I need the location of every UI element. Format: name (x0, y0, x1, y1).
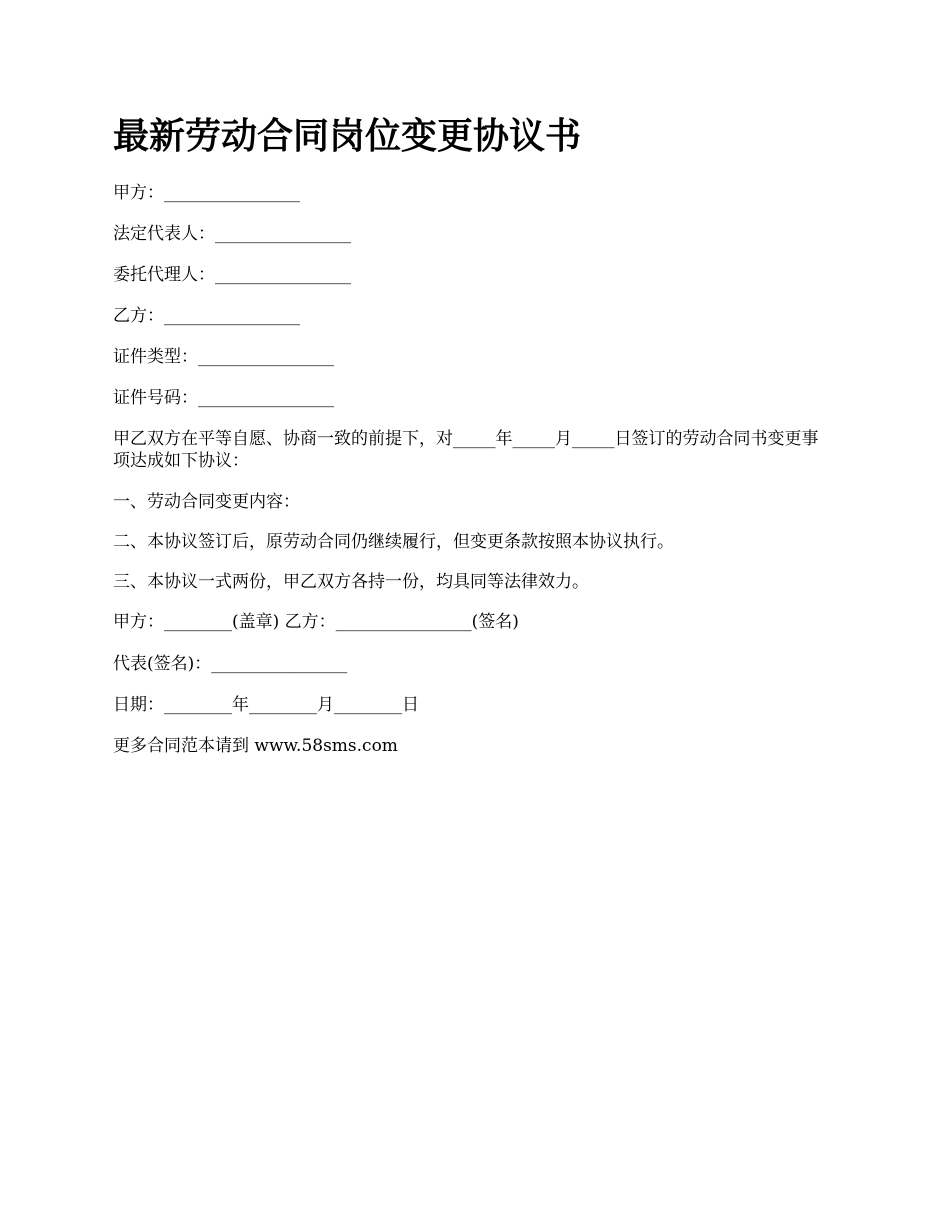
representative-signature-line: 代表(签名)：________________ (113, 654, 348, 674)
party-a-field: 甲方：________________ (113, 183, 300, 203)
legal-representative-field: 法定代表人：________________ (113, 224, 351, 244)
footer-note: 更多合同范本请到 www.58sms.com (113, 736, 398, 756)
id-type-field: 证件类型：________________ (113, 347, 334, 367)
authorized-agent-field: 委托代理人：________________ (113, 265, 351, 285)
clause-1: 一、劳动合同变更内容： (113, 492, 300, 512)
id-number-field: 证件号码：________________ (113, 388, 334, 408)
date-line: 日期：________年________月________日 (113, 695, 419, 715)
signature-line: 甲方：________(盖章) 乙方：________________(签名) (113, 612, 519, 632)
clause-2: 二、本协议签订后，原劳动合同仍继续履行，但变更条款按照本协议执行。 (113, 532, 674, 552)
clause-3: 三、本协议一式两份，甲乙双方各持一份，均具同等法律效力。 (113, 572, 589, 592)
party-b-field: 乙方：________________ (113, 306, 300, 326)
document-title: 最新劳动合同岗位变更协议书 (113, 115, 582, 157)
agreement-preamble: 甲乙双方在平等自愿、协商一致的前提下，对_____年_____月_____日签订的劳动合同书变更事项达成如下协议： (113, 429, 819, 471)
